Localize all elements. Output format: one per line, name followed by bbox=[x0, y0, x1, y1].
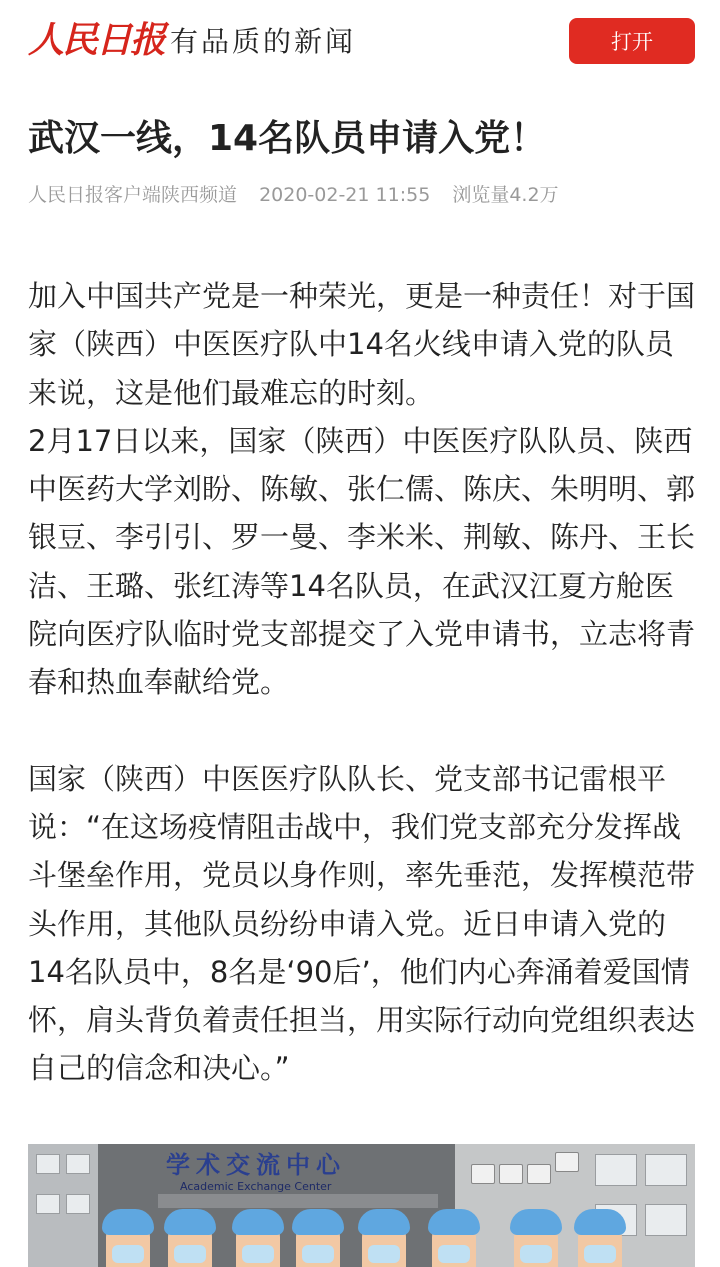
photo-medic bbox=[432, 1215, 476, 1267]
photo-window bbox=[66, 1154, 90, 1174]
face-mask bbox=[112, 1245, 144, 1263]
article-views: 浏览量4.2万 bbox=[452, 184, 559, 206]
article-photo[interactable] bbox=[28, 1144, 695, 1267]
photo-medic bbox=[578, 1215, 622, 1267]
medical-cap bbox=[428, 1209, 480, 1235]
article-paragraph: 2月17日以来，国家（陕西）中医医疗队队员、陕西中医药大学刘盼、陈敏、张仁儒、陈庆、朱明明、郭银豆、李引引、罗一曼、李米米、荆敏、陈丹、王长洁、王璐、张红涛等14名队员，在武汉江夏方舱医院向医疗队临时党支部提交了入党申请书，立志将青春和热血奉献给党。 bbox=[28, 423, 696, 700]
medical-cap bbox=[358, 1209, 410, 1235]
photo-sign-english: Academic Exchange Center bbox=[180, 1180, 332, 1193]
medical-cap bbox=[510, 1209, 562, 1235]
brand-slogan: 有品质的新闻 bbox=[170, 25, 357, 58]
photo-building-left bbox=[28, 1144, 98, 1267]
face-mask bbox=[368, 1245, 400, 1263]
article-title: 武汉一线，14名队员申请入党！ bbox=[28, 118, 547, 160]
medical-cap bbox=[232, 1209, 284, 1235]
article-paragraph: 加入中国共产党是一种荣光，更是一种责任！对于国家（陕西）中医医疗队中14名火线申请入党的队员来说，这是他们最难忘的时刻。 bbox=[28, 279, 696, 410]
article-datetime: 2020-02-21 11:55 bbox=[259, 184, 431, 206]
photo-sign-chinese: 学术交流中心 bbox=[166, 1150, 346, 1179]
app-header bbox=[0, 0, 720, 80]
face-mask bbox=[438, 1245, 470, 1263]
photo-medic bbox=[168, 1215, 212, 1267]
photo-medic bbox=[106, 1215, 150, 1267]
photo-window bbox=[645, 1154, 687, 1186]
medical-cap bbox=[102, 1209, 154, 1235]
air-conditioner-unit bbox=[471, 1164, 495, 1184]
face-mask bbox=[242, 1245, 274, 1263]
medical-cap bbox=[292, 1209, 344, 1235]
photo-medic bbox=[362, 1215, 406, 1267]
open-app-button[interactable]: 打开 bbox=[569, 18, 695, 64]
photo-window bbox=[595, 1154, 637, 1186]
medical-cap bbox=[574, 1209, 626, 1235]
photo-building-right bbox=[455, 1144, 695, 1267]
photo-medic bbox=[236, 1215, 280, 1267]
article-meta bbox=[28, 178, 575, 212]
photo-window bbox=[66, 1194, 90, 1214]
face-mask bbox=[174, 1245, 206, 1263]
article-body bbox=[28, 272, 696, 1093]
brand-logo[interactable]: 人民日报 bbox=[28, 19, 165, 61]
photo-window bbox=[645, 1204, 687, 1236]
photo-medic bbox=[296, 1215, 340, 1267]
article-source: 人民日报客户端陕西频道 bbox=[28, 184, 238, 206]
air-conditioner-unit bbox=[555, 1152, 579, 1172]
face-mask bbox=[302, 1245, 334, 1263]
paragraph-gap bbox=[28, 707, 696, 755]
air-conditioner-unit bbox=[499, 1164, 523, 1184]
face-mask bbox=[584, 1245, 616, 1263]
photo-canopy bbox=[158, 1194, 438, 1208]
photo-window bbox=[36, 1154, 60, 1174]
article-paragraph: 国家（陕西）中医医疗队队长、党支部书记雷根平说：“在这场疫情阻击战中，我们党支部充分发挥战斗堡垒作用，党员以身作则，率先垂范，发挥模范带头作用，其他队员纷纷申请入党。近日申请入党的14名队员中，8名是‘90后’，他们内心奔涌着爱国情怀，肩头背负着责任担当，用实际行动向党组织表达自己的信念和决心。” bbox=[28, 761, 696, 1086]
photo-medic bbox=[514, 1215, 558, 1267]
face-mask bbox=[520, 1245, 552, 1263]
medical-cap bbox=[164, 1209, 216, 1235]
air-conditioner-unit bbox=[527, 1164, 551, 1184]
photo-window bbox=[36, 1194, 60, 1214]
